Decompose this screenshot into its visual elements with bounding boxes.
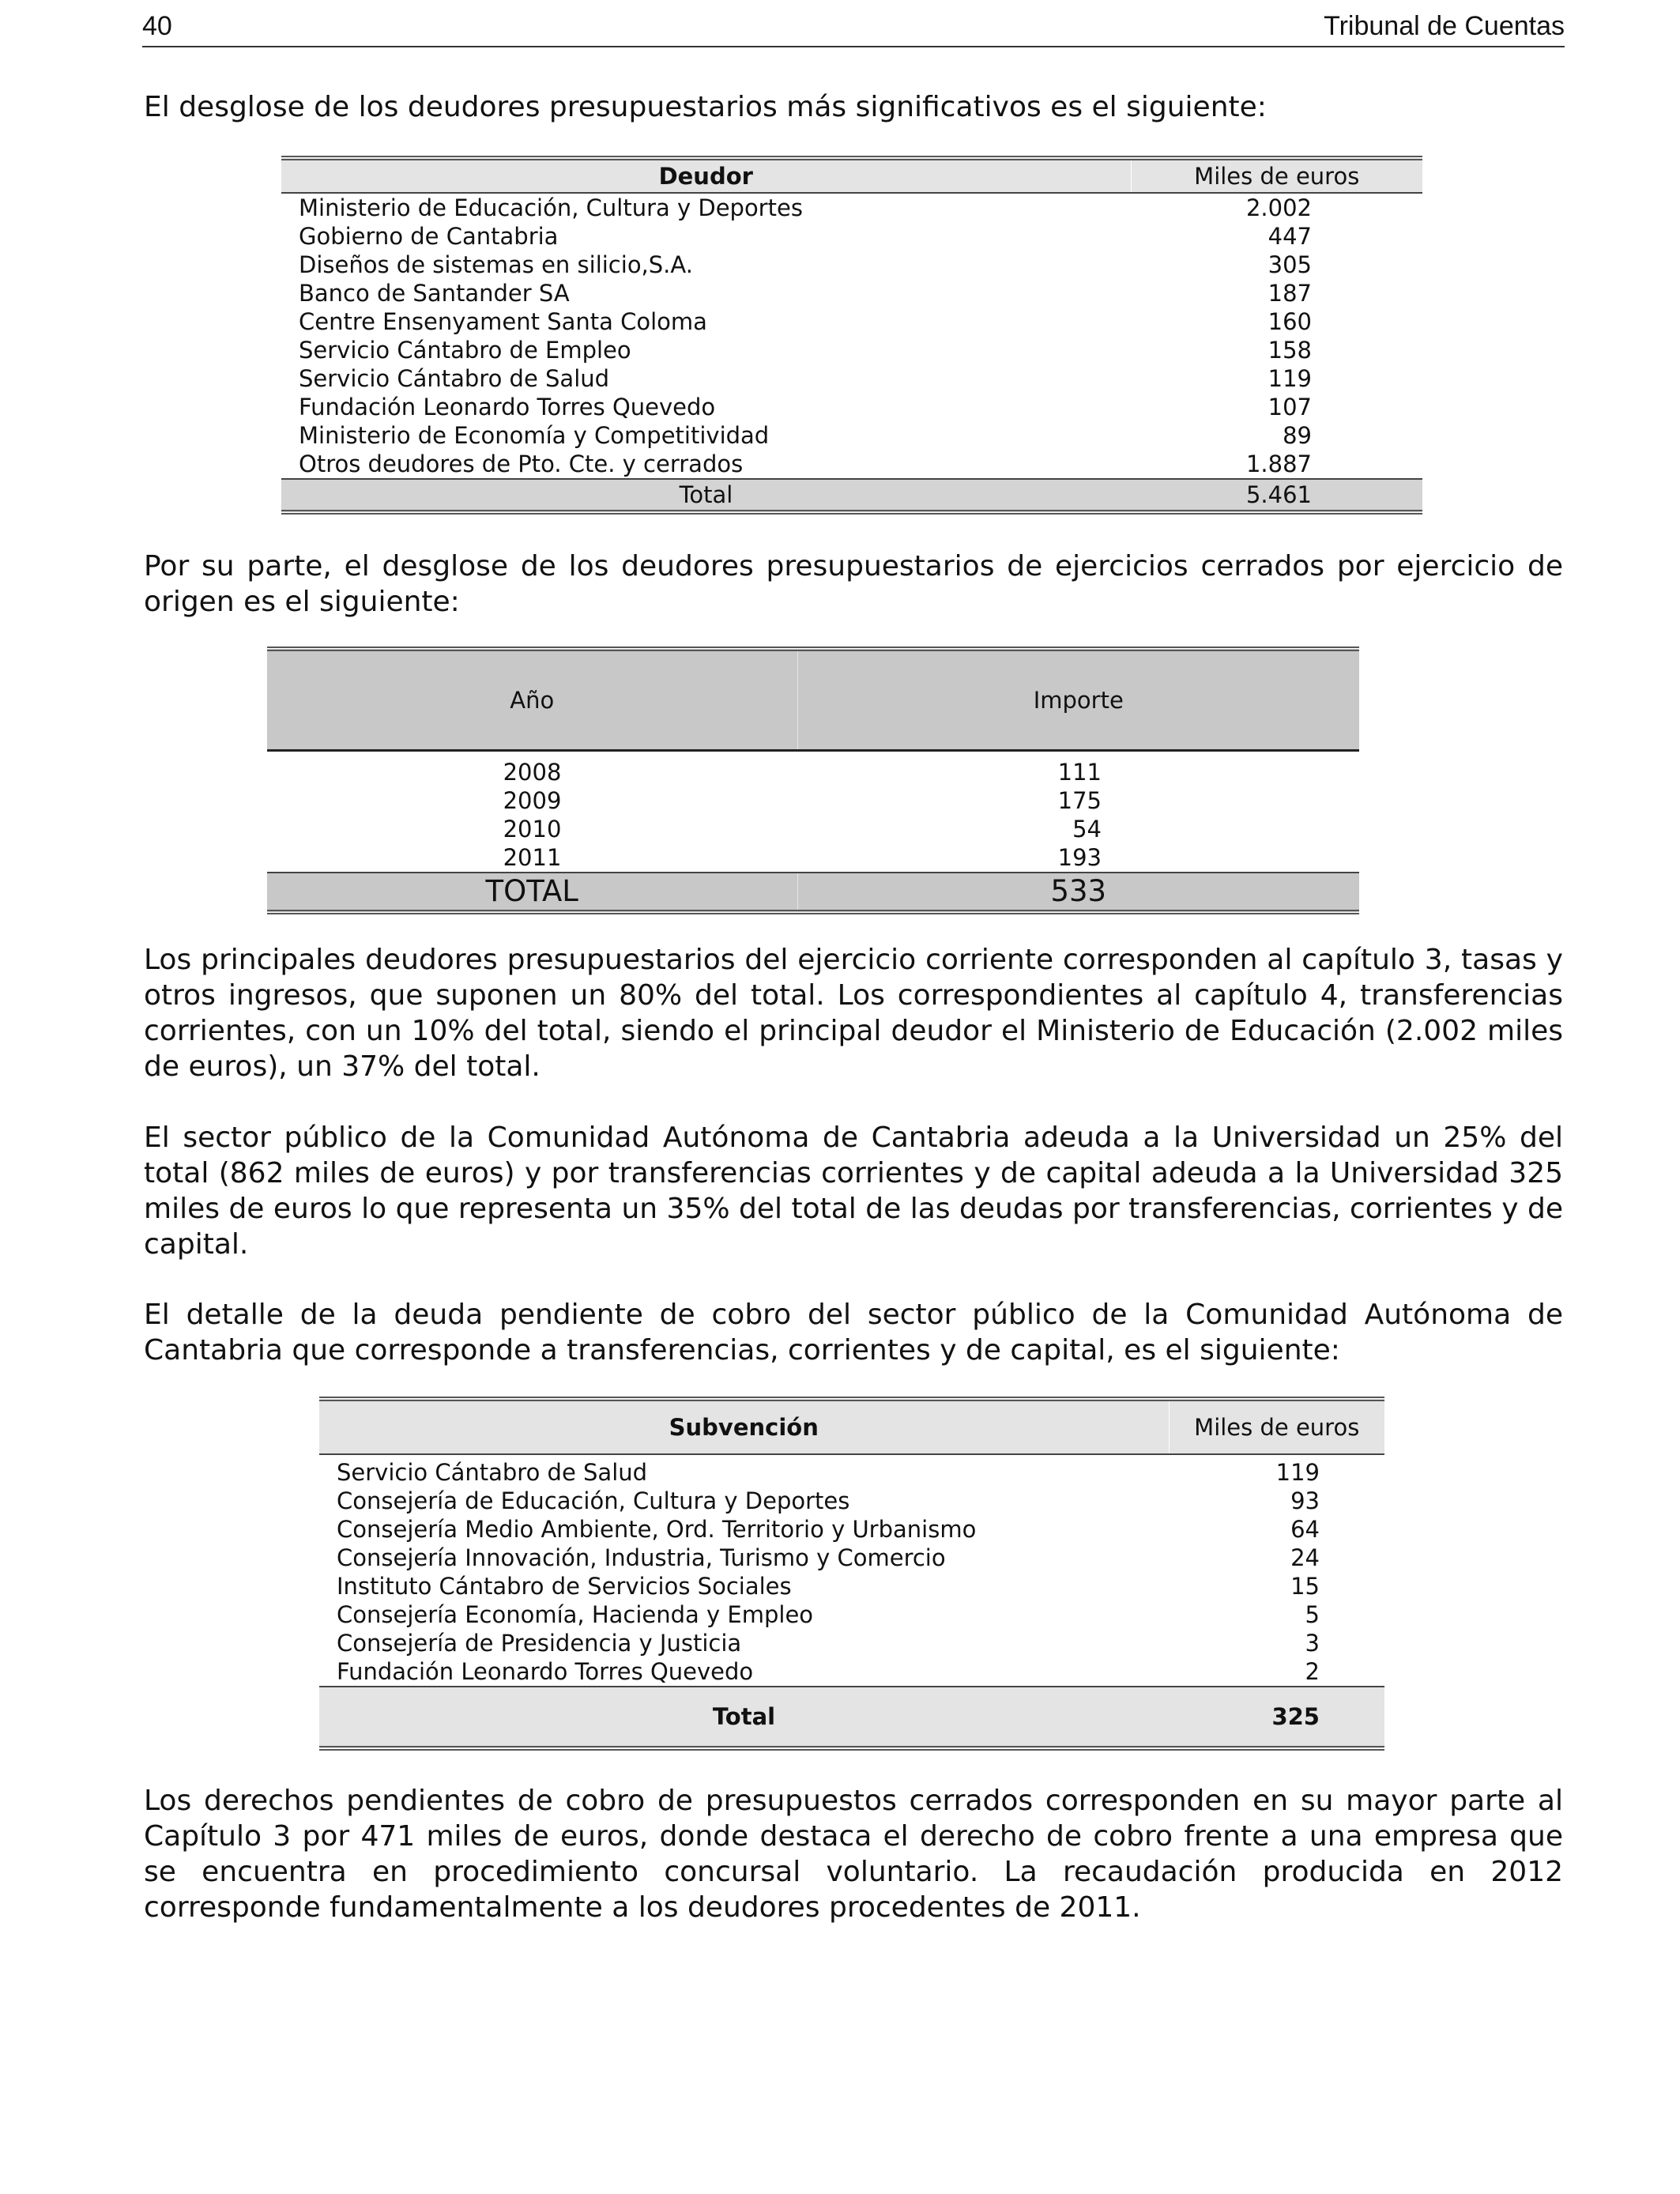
intro-paragraph-deudores: El desglose de los deudores presupuestarios más significativos es el siguiente:: [144, 91, 1267, 123]
table-row: [267, 843, 1359, 873]
table-row: [281, 364, 1422, 393]
table-header-row: [267, 649, 1359, 751]
column-header-miles: Miles de euros: [1131, 158, 1422, 193]
table-row: [281, 421, 1422, 450]
deudor-amount: 160: [1268, 308, 1312, 335]
deudor-name: Otros deudores de Pto. Cte. y cerrados: [299, 450, 744, 477]
importe-value: 193: [1057, 844, 1102, 871]
deudor-name: Ministerio de Economía y Competitividad: [299, 422, 770, 449]
table-row: [319, 1657, 1384, 1687]
table-row: [319, 1544, 1384, 1572]
column-header-miles: Miles de euros: [1169, 1399, 1384, 1454]
subvencion-name: Consejería Medio Ambiente, Ord. Territorio y Urbanismo: [337, 1516, 977, 1543]
deudor-amount: 305: [1268, 251, 1312, 278]
deudor-name: Centre Ensenyament Santa Coloma: [299, 308, 707, 335]
table-row: [267, 751, 1359, 787]
subvencion-name: Instituto Cántabro de Servicios Sociales: [337, 1573, 792, 1600]
column-header-importe: Importe: [797, 649, 1359, 751]
column-header-ano: Año: [267, 649, 797, 751]
column-header-deudor: Deudor: [281, 158, 1131, 193]
subvencion-name: Consejería de Educación, Cultura y Deportes: [337, 1487, 850, 1514]
intro-paragraph-ejercicios: Por su parte, el desglose de los deudores presupuestarios de ejercicios cerrados por ejercicio de origen es el siguiente:: [144, 550, 1563, 618]
deudores-table: [281, 156, 1422, 515]
table-header-row: [319, 1399, 1384, 1454]
deudor-name: Diseños de sistemas en silicio,S.A.: [299, 251, 693, 278]
subvencion-amount: 15: [1290, 1573, 1320, 1600]
deudor-name: Servicio Cántabro de Empleo: [299, 337, 631, 364]
deudor-amount: 1.887: [1245, 450, 1312, 477]
subvencion-amount: 3: [1305, 1630, 1320, 1657]
subvencion-amount: 93: [1290, 1487, 1320, 1514]
table-row: [319, 1515, 1384, 1544]
table-row: [281, 307, 1422, 336]
table-row: [281, 279, 1422, 307]
subvenciones-table: [319, 1397, 1384, 1751]
importe-value: 111: [1057, 759, 1102, 786]
total-amount: 533: [797, 873, 1359, 912]
table-row: [319, 1572, 1384, 1600]
deudor-amount: 119: [1268, 365, 1312, 392]
table-row: [319, 1454, 1384, 1487]
deudor-name: Gobierno de Cantabria: [299, 223, 559, 250]
table-row: [281, 450, 1422, 479]
subvencion-name: Servicio Cántabro de Salud: [337, 1459, 648, 1486]
total-label: TOTAL: [267, 873, 797, 912]
table-row: [281, 251, 1422, 279]
deudor-amount: 89: [1283, 422, 1312, 449]
subvencion-amount: 5: [1305, 1601, 1320, 1628]
table-row: [281, 393, 1422, 421]
deudor-name: Banco de Santander SA: [299, 280, 570, 307]
total-amount: 325: [1169, 1687, 1384, 1748]
deudor-name: Servicio Cántabro de Salud: [299, 365, 610, 392]
subvencion-name: Consejería de Presidencia y Justicia: [337, 1630, 742, 1657]
total-label: Total: [319, 1687, 1169, 1748]
table-row: [281, 222, 1422, 251]
column-header-subvencion: Subvención: [319, 1399, 1169, 1454]
paragraph-sector-publico: El sector público de la Comunidad Autónoma de Cantabria adeuda a la Universidad un 25% del total (862 miles de euros) y por transferencias corrientes y de capital adeuda a la Universidad 325 miles de euros lo que representa un 35% del total de las deudas por transferencias, corrientes y de capital.: [144, 1122, 1563, 1261]
deudor-name: Ministerio de Educación, Cultura y Deportes: [299, 194, 803, 221]
subvencion-name: Consejería Innovación, Industria, Turismo y Comercio: [337, 1544, 946, 1571]
deudor-amount: 158: [1268, 337, 1312, 364]
table-row: [319, 1629, 1384, 1657]
importe-value: 54: [1072, 816, 1102, 843]
ano-value: 2010: [503, 816, 562, 843]
subvencion-amount: 119: [1275, 1459, 1320, 1486]
ano-value: 2008: [503, 759, 562, 786]
total-row: [319, 1687, 1384, 1748]
total-row: [267, 873, 1359, 912]
table-row: [267, 815, 1359, 843]
total-row: [281, 479, 1422, 512]
table-row: [267, 786, 1359, 815]
total-label: Total: [281, 479, 1131, 512]
table-row: [281, 336, 1422, 364]
paragraph-principales-deudores: Los principales deudores presupuestarios del ejercicio corriente corresponden al capítulo 3, tasas y otros ingresos, que suponen un 80% del total. Los correspondientes al capítulo 4, transferencias corrientes, con un 10% del total, siendo el principal deudor el Ministerio de Educación (2.002 miles de euros), un 37% del total.: [144, 944, 1563, 1083]
deudor-name: Fundación Leonardo Torres Quevedo: [299, 394, 716, 420]
running-title: Tribunal de Cuentas: [1324, 11, 1565, 41]
table-row: [319, 1600, 1384, 1629]
page-number: 40: [142, 11, 172, 41]
table-row: [319, 1487, 1384, 1515]
table-header-row: [281, 158, 1422, 193]
deudor-amount: 107: [1268, 394, 1312, 420]
subvencion-amount: 64: [1290, 1516, 1320, 1543]
ano-value: 2011: [503, 844, 562, 871]
total-amount: 5.461: [1131, 479, 1422, 512]
subvencion-name: Consejería Economía, Hacienda y Empleo: [337, 1601, 814, 1628]
deudor-amount: 187: [1268, 280, 1312, 307]
table-row: [281, 193, 1422, 222]
importe-value: 175: [1057, 787, 1102, 814]
subvencion-amount: 24: [1290, 1544, 1320, 1571]
deudor-amount: 447: [1268, 223, 1312, 250]
ejercicios-table: [267, 647, 1359, 914]
ano-value: 2009: [503, 787, 562, 814]
intro-paragraph-subvenciones: El detalle de la deuda pendiente de cobro del sector público de la Comunidad Autónoma de Cantabria que corresponde a transferencias, corrientes y de capital, es el siguiente:: [144, 1299, 1563, 1367]
page-header: [142, 8, 1565, 47]
subvencion-amount: 2: [1305, 1658, 1320, 1685]
subvencion-name: Fundación Leonardo Torres Quevedo: [337, 1658, 754, 1685]
deudor-amount: 2.002: [1245, 194, 1312, 221]
paragraph-derechos-pendientes: Los derechos pendientes de cobro de presupuestos cerrados corresponden en su mayor parte al Capítulo 3 por 471 miles de euros, donde destaca el derecho de cobro frente a una empresa que se encuentra en procedimiento concursal voluntario. La recaudación producida en 2012 corresponde fundamentalmente a los deudores procedentes de 2011.: [144, 1785, 1563, 1924]
